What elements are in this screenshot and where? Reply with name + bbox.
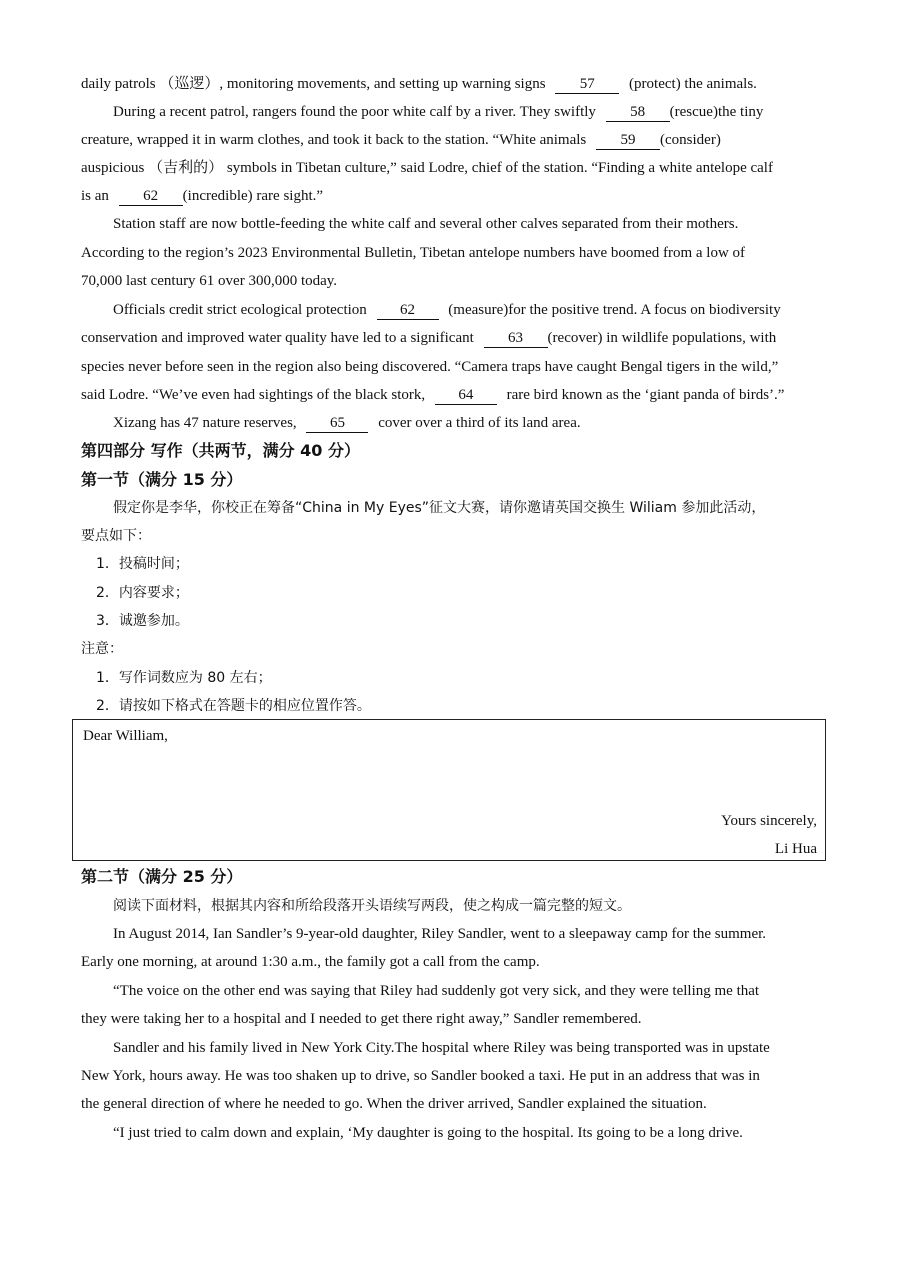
passage-line-7 — [81, 243, 826, 263]
story-line-1: In August 2014, Ian Sandler’s 9-year-old daughter, Riley Sandler, went to a sleepaway camp for the summer. — [113, 926, 767, 942]
blank-58: 58 — [606, 103, 670, 122]
note-item: 2．请按如下格式在答题卡的相应位置作答。 — [96, 698, 371, 714]
section1-heading: 第一节（满分 15 分） — [81, 470, 243, 489]
passage-text: (protect) the animals. — [629, 76, 757, 92]
passage-line-4 — [81, 158, 826, 178]
passage-line-6 — [113, 214, 826, 234]
passage-text: auspicious （吉利的） symbols in Tibetan culture,” said Lodre, chief of the station. “Finding a white antelope calf — [81, 160, 773, 176]
passage-line-3 — [81, 130, 826, 150]
passage-text: creature, wrapped it in warm clothes, and took it back to the station. “White animals — [81, 132, 587, 148]
blank-57: 57 — [555, 75, 619, 94]
passage-text: (rescue)the tiny — [669, 104, 764, 120]
note-item: 1．写作词数应为 80 左右； — [96, 670, 272, 686]
letter-greeting: Dear William, — [83, 728, 168, 744]
point-item: 1．投稿时间； — [96, 556, 189, 572]
passage-text: Station staff are now bottle-feeding the white calf and several other calves separated from their mothers. — [113, 216, 739, 232]
passage-line-13 — [113, 413, 826, 433]
notes-label: 注意： — [81, 641, 123, 657]
story-line-6: New York, hours away. He was too shaken up to drive, so Sandler booked a taxi. He put in an address that was in — [81, 1068, 760, 1084]
passage-text: (consider) — [660, 132, 721, 148]
passage-line-5 — [81, 186, 826, 206]
letter-signature: Li Hua — [774, 841, 817, 857]
prompt-line-1: 假定你是李华，你校正在筹备“China in My Eyes”征文大赛，请你邀请英国交换生 Wiliam 参加此活动， — [113, 500, 766, 516]
blank-62-b: 62 — [377, 301, 439, 320]
passage-text: is an — [81, 188, 109, 204]
passage-text: rare bird known as the ‘giant panda of birds’.” — [506, 387, 785, 403]
passage-text: (incredible) rare sight.” — [182, 188, 324, 204]
passage-text: According to the region’s 2023 Environmental Bulletin, Tibetan antelope numbers have boomed from a low of — [81, 245, 746, 261]
blank-65: 65 — [306, 414, 368, 433]
blank-59: 59 — [596, 131, 660, 150]
story-line-3: “The voice on the other end was saying that Riley had suddenly got very sick, and they were telling me that — [113, 983, 760, 999]
passage-text: During a recent patrol, rangers found the poor white calf by a river. They swiftly — [113, 104, 596, 120]
passage-text: said Lodre. “We’ve even had sightings of the black stork, — [81, 387, 426, 403]
letter-format-box — [72, 719, 826, 861]
section2-heading: 第二节（满分 25 分） — [81, 867, 243, 886]
blank-63: 63 — [484, 329, 548, 348]
passage-text: (measure)for the positive trend. A focus on biodiversity — [448, 302, 781, 318]
blank-62-a: 62 — [119, 187, 183, 206]
passage-text: conservation and improved water quality have led to a significant — [81, 330, 474, 346]
passage-line-2 — [113, 102, 826, 122]
passage-text: Officials credit strict ecological protection — [113, 302, 367, 318]
passage-text: (recover) in wildlife populations, with — [547, 330, 777, 346]
passage-text: 70,000 last century 61 over 300,000 today. — [81, 273, 338, 289]
point-item: 2．内容要求； — [96, 585, 189, 601]
part-heading: 第四部分 写作（共两节，满分 40 分） — [81, 441, 360, 460]
passage-text: Xizang has 47 nature reserves, — [113, 415, 297, 431]
story-line-5: Sandler and his family lived in New York City.The hospital where Riley was being transported was in upstate — [113, 1040, 770, 1056]
passage-text: species never before seen in the region also being discovered. “Camera traps have caught Bengal tigers in the wild,” — [81, 359, 779, 375]
passage-text: daily patrols （巡逻）, monitoring movements, and setting up warning signs — [81, 76, 546, 92]
point-item: 3．诚邀参加。 — [96, 613, 189, 629]
passage-line-10 — [81, 328, 826, 348]
passage-line-9 — [113, 300, 826, 320]
prompt-line-2: 要点如下： — [81, 528, 151, 544]
story-line-8: “I just tried to calm down and explain, ‘My daughter is going to the hospital. Its going to be a long drive. — [113, 1125, 743, 1141]
letter-closing: Yours sincerely, — [721, 813, 817, 829]
story-line-7: the general direction of where he needed to go. When the driver arrived, Sandler explained the situation. — [81, 1096, 707, 1112]
passage-line-8 — [81, 271, 826, 291]
story-line-4: they were taking her to a hospital and I needed to get there right away,” Sandler remembered. — [81, 1011, 642, 1027]
story-line-2: Early one morning, at around 1:30 a.m., the family got a call from the camp. — [81, 954, 540, 970]
passage-line-11 — [81, 357, 826, 377]
blank-64: 64 — [435, 386, 497, 405]
passage-text: cover over a third of its land area. — [378, 415, 581, 431]
section2-instruction: 阅读下面材料，根据其内容和所给段落开头语续写两段，使之构成一篇完整的短文。 — [113, 898, 631, 914]
passage-line-12 — [81, 385, 826, 405]
passage-line-1 — [81, 74, 826, 94]
